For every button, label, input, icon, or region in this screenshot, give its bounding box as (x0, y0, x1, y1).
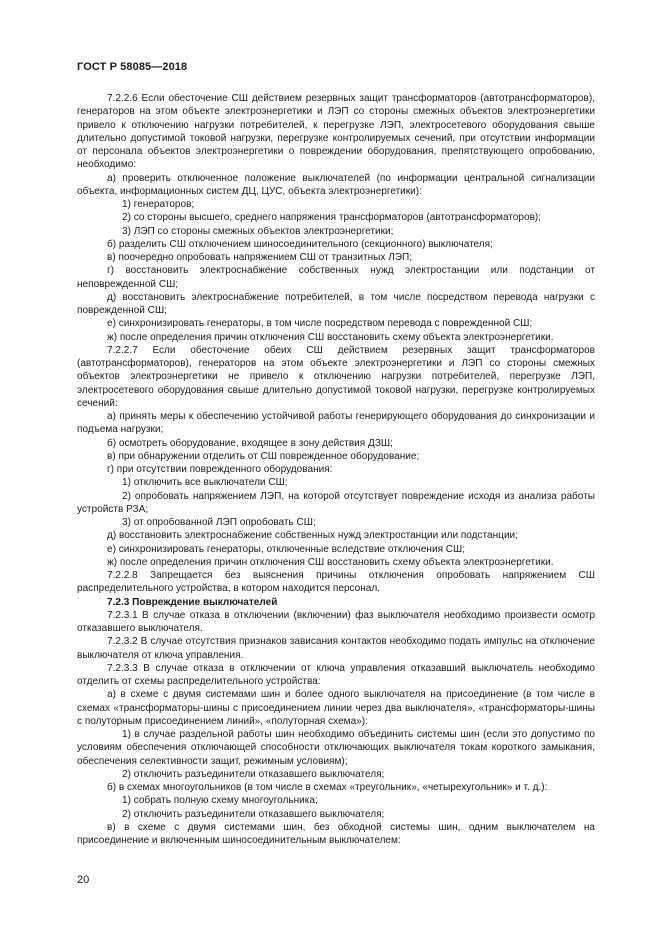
paragraph: ж) после определения причин отключения СШ восстановить схему объекта электроэнергетики. (107, 556, 554, 568)
paragraph: д) восстановить электроснабжение собственных нужд электростанции или подстанции; (107, 530, 518, 542)
paragraph: ж) после определения причин отключения СШ восстановить схему объекта электроэнергетики. (107, 331, 554, 343)
paragraph: 7.2.3.1 В случае отказа в отключении (включении) фаз выключателя необходимо произвести осмотр отказавшего выключателя. (77, 609, 595, 634)
page-number: 20 (77, 874, 90, 886)
document-body (77, 92, 595, 847)
paragraph: 7.2.2.8 Запрещается без выяснения причины отключения опробовать напряжением СШ распределительного устройства, в котором находится персонал. (77, 570, 595, 595)
paragraph: а) проверить отключенное положение выключателей (по информации центральной сигнализации объекта, информационных систем ДЦ, ЦУС, объекта электроэнергетики): (77, 172, 595, 197)
paragraph: б) осмотреть оборудование, входящее в зону действия ДЗШ; (107, 437, 393, 449)
paragraph: 7.2.3.2 В случае отсутствия признаков зависания контактов необходимо подать импульс на отключение выключателя от ключа управления. (77, 636, 595, 661)
paragraph: 3) ЛЭП со стороны смежных объектов электроэнергетики; (122, 225, 394, 237)
paragraph: 1) отключить все выключатели СШ; (122, 477, 288, 489)
paragraph: б) разделить СШ отключением шиносоединительного (секционного) выключателя; (107, 238, 493, 250)
paragraph: 7.2.2.7 Если обесточение обеих СШ действием резервных защит трансформаторов (автотрансформаторов), генераторов на этом объекте электроэнергетики и ЛЭП со стороны смежных объектов электроэнергетики не привело к отключению нагрузки потребителей, перегрузке ЛЭП, электросетевого оборудования свыше длительно допустимой токовой нагрузки, перегрузке контролируемых сечений: (77, 344, 595, 409)
paragraph: г) восстановить электроснабжение собственных нужд электростанции или подстанции от неповрежденной СШ; (77, 265, 595, 290)
paragraph: 1) собрать полную схему многоугольника; (122, 795, 318, 807)
paragraph: 3) от опробованной ЛЭП опробовать СШ; (122, 517, 316, 528)
paragraph: б) в схемах многоугольников (в том числе в схемах «треугольник», «четырехугольник» и т. д.): (107, 782, 548, 793)
paragraph: а) принять меры к обеспечению устойчивой работы генерирующего оборудования до синхронизации и подъема нагрузки; (77, 411, 595, 436)
paragraph: 2) отключить разъединители отказавшего выключателя; (122, 768, 385, 780)
paragraph: 2) отключить разъединители отказавшего выключателя; (122, 808, 385, 820)
paragraph: 1) генераторов; (122, 199, 195, 210)
paragraph: 1) в случае раздельной работы шин необходимо объединить системы шин (если это допустимо по условиям обеспечения отключающей способности отключающих выключателя токам короткого замыкания, обеспечения селективности защит, режимным условиям); (77, 729, 595, 767)
paragraph: е) синхронизировать генераторы, в том числе посредством перевода с поврежденной СШ; (107, 318, 533, 330)
paragraph: е) синхронизировать генераторы, отключенные вследствие отключения СШ; (107, 543, 466, 555)
paragraph: 7.2.3 Повреждение выключателей (107, 596, 278, 608)
paragraph: 2) опробовать напряжением ЛЭП, на которой отсутствует повреждение исходя из анализа работы устройств РЗА; (77, 490, 595, 515)
paragraph: в) при обнаружении отделить от СШ поврежденное оборудование; (107, 450, 420, 462)
paragraph: а) в схеме с двумя системами шин и более одного выключателя на присоединение (в том числе в схемах «трансформаторы-шины с присоединением линии через два выключателя», «трансформаторы-шины с полуторным присоединением линий», «полуторная схема»): (77, 689, 595, 727)
paragraph: д) восстановить электроснабжение потребителей, в том числе посредством перевода нагрузки с поврежденной СШ; (77, 291, 595, 316)
paragraph: г) при отсутствии поврежденного оборудования: (107, 464, 333, 475)
paragraph: в) поочередно опробовать напряжением СШ от транзитных ЛЭП; (107, 252, 413, 263)
document-header: ГОСТ Р 58085—2018 (77, 61, 188, 73)
paragraph: в) в схеме с двумя системами шин, без обходной системы шин, одним выключателем на присоединение и включенным шиносоединительным выключателем: (77, 821, 595, 846)
paragraph: 2) со стороны высшего, среднего напряжения трансформаторов (автотрансформаторов); (122, 212, 542, 224)
paragraph: 7.2.2.6 Если обесточение СШ действием резервных защит трансформаторов (автотрансформаторов), генераторов на этом объекте электроэнергетики и ЛЭП со стороны смежных объектов электроэнергетики привело к отключению нагрузки потребителей, к перегрузке ЛЭП, электросетевого оборудования свыше длительно допустимой токовой нагрузки, перегрузке контролируемых сечений, при отсутствии информации от персонала объектов электроэнергетики о повреждении оборудования, препятствующего опробованию, необходимо: (77, 93, 595, 171)
paragraph: 7.2.3.3 В случае отказа в отключении от ключа управления отказавший выключатель необходимо отделить от схемы распределительного устройства: (77, 662, 595, 687)
